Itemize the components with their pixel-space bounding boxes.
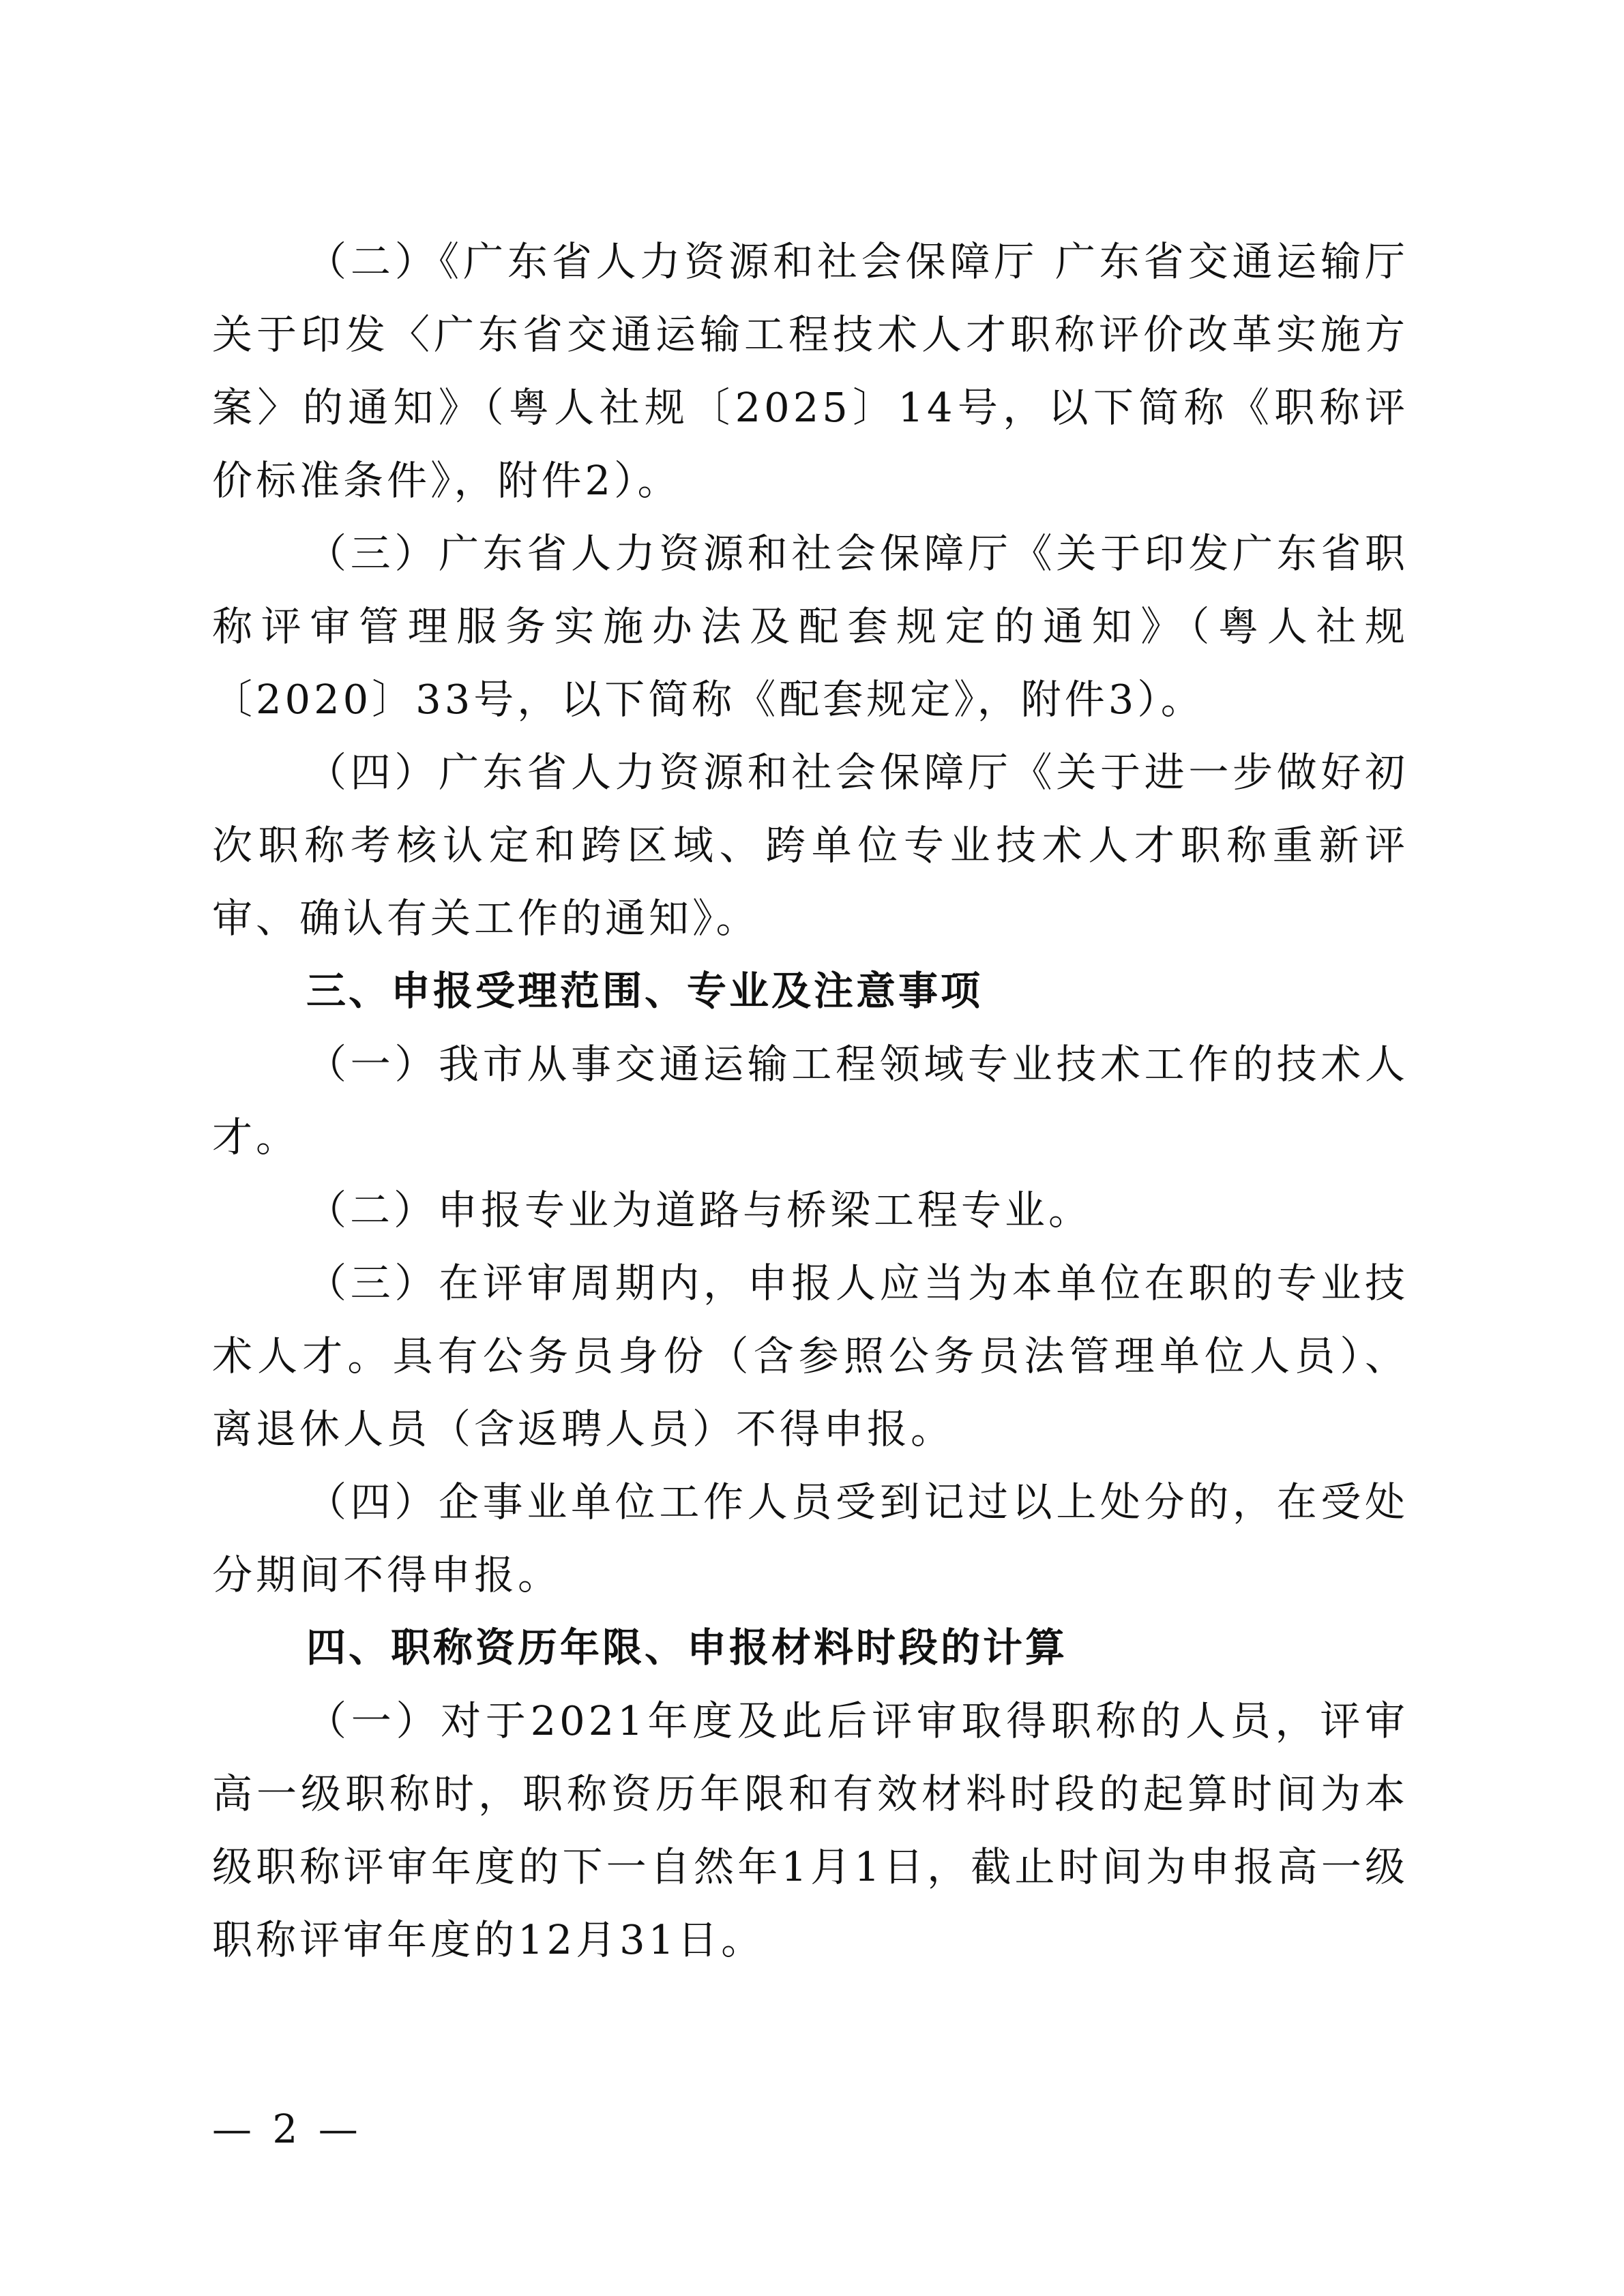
page-number: — 2 — — [212, 2106, 362, 2152]
section-heading-4: 四、职称资历年限、申报材料时段的计算 — [306, 1624, 1068, 1671]
paragraph-scope-2: （二）申报专业为道路与桥梁工程专业。 — [306, 1187, 1093, 1234]
paragraph-legal-basis-4: （四）广东省人力资源和社会保障厅《关于进一步做好初次职称考核认定和跨区域、跨单位专业技术人才职称重新评审、确认有关工作的通知》。 — [212, 749, 1408, 942]
paragraph-legal-basis-2: （二）《广东省人力资源和社会保障厅 广东省交通运输厅关于印发〈广东省交通运输工程技术人才职称评价改革实施方案〉的通知》（粤人社规〔2025〕14号，以下简称《职称评价标准条件》，附件2）。 — [212, 238, 1408, 504]
section-heading-3: 三、申报受理范围、专业及注意事项 — [306, 968, 984, 1014]
paragraph-legal-basis-3: （三）广东省人力资源和社会保障厅《关于印发广东省职称评审管理服务实施办法及配套规定的通知》（粤人社规〔2020〕33号，以下简称《配套规定》，附件3）。 — [212, 530, 1408, 723]
paragraph-scope-3: （三）在评审周期内，申报人应当为本单位在职的专业技术人才。具有公务员身份（含参照公务员法管理单位人员）、离退休人员（含返聘人员）不得申报。 — [212, 1259, 1408, 1452]
paragraph-scope-4: （四）企事业单位工作人员受到记过以上处分的，在受处分期间不得申报。 — [212, 1478, 1408, 1598]
paragraph-calculation-1: （一）对于2021年度及此后评审取得职称的人员，评审高一级职称时，职称资历年限和有效材料时段的起算时间为本级职称评审年度的下一自然年1月1日，截止时间为申报高一级职称评审年度的12月31日。 — [212, 1697, 1408, 1963]
paragraph-scope-1: （一）我市从事交通运输工程领域专业技术工作的技术人才。 — [212, 1041, 1408, 1161]
